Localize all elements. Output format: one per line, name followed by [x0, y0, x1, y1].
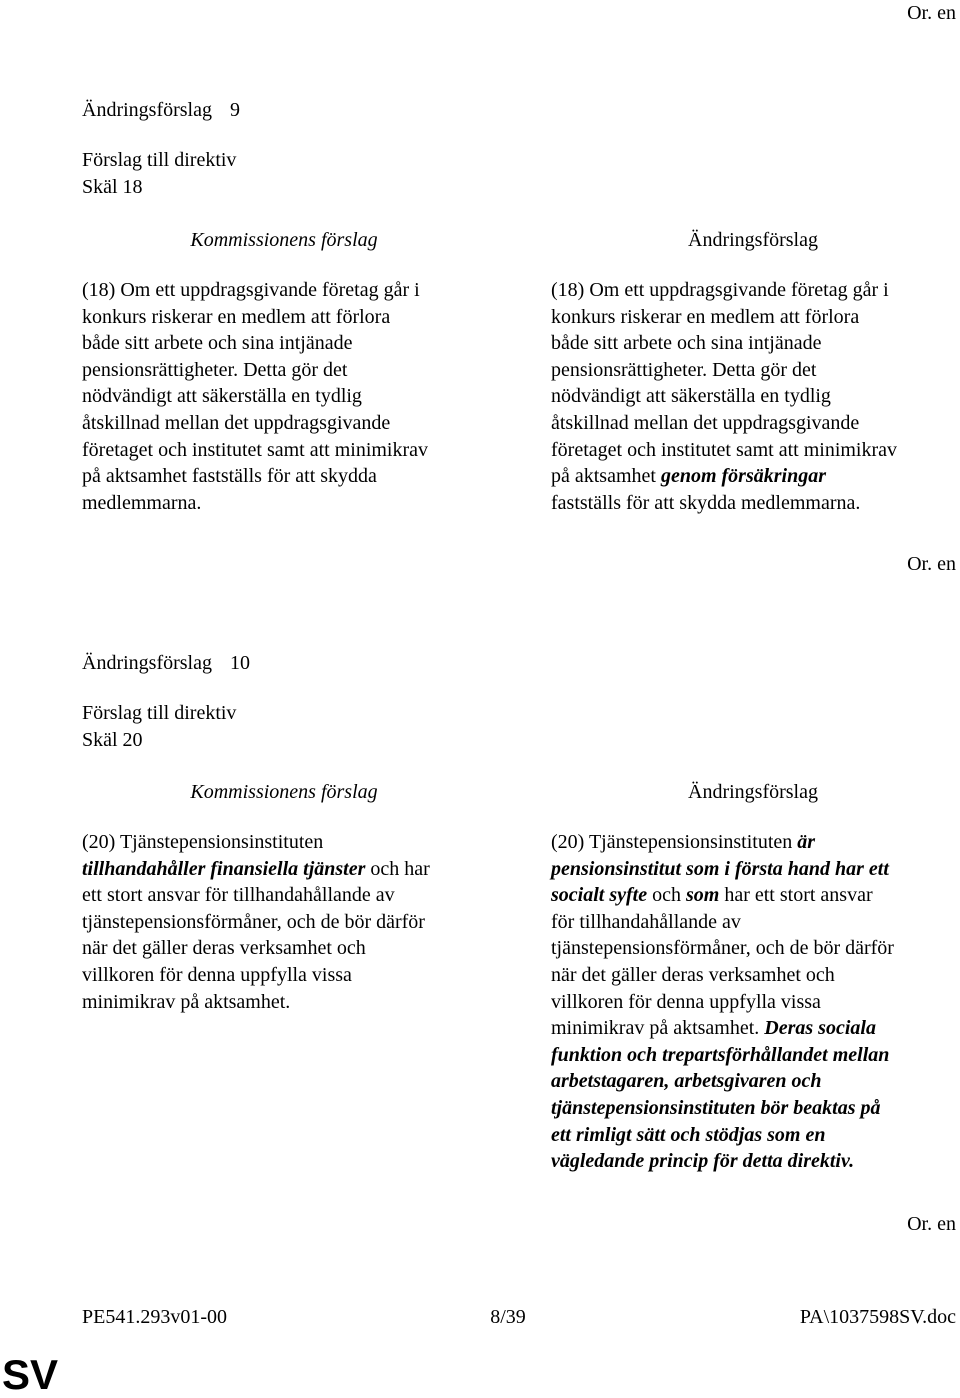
text-line: pensionsrättigheter. Detta gör det	[551, 358, 817, 381]
inserted-text: genom försäkringar	[660, 465, 826, 488]
text-line: när det gäller deras verksamhet och	[82, 937, 366, 960]
proposal-title: Förslag till direktiv	[82, 149, 237, 171]
inserted-text: ett rimligt sätt och stödjas som en	[551, 1123, 826, 1146]
amendment-number: 10	[229, 652, 250, 674]
text-line: (18) Om ett uppdragsgivande företag går i	[551, 279, 889, 301]
text-segment: på aktsamhet	[551, 465, 661, 488]
original-language-label: Or. en	[907, 2, 956, 24]
text-line: när det gäller deras verksamhet och	[551, 963, 835, 986]
text-line: företaget och institutet samt att minimikrav	[551, 438, 898, 461]
text-line: (20) Tjänstepensionsinstituten	[82, 831, 324, 853]
inserted-text: pensionsinstitut som i första hand har ett	[551, 857, 889, 880]
text-line	[551, 829, 960, 856]
text-line: villkoren för denna uppfylla vissa	[82, 963, 352, 986]
inserted-text: Deras sociala	[764, 1017, 876, 1040]
text-line: på aktsamhet fastställs för att skydda	[82, 465, 377, 488]
inserted-text: socialt syfte	[551, 884, 648, 907]
text-line	[551, 1015, 960, 1042]
text-segment: (20) Tjänstepensionsinstituten	[551, 831, 798, 853]
document-filename: PA\1037598SV.doc	[799, 1306, 956, 1328]
text-line: fastställs för att skydda medlemmarna.	[551, 491, 861, 514]
amendment-10-title	[82, 650, 250, 677]
document-reference: PE541.293v01-00	[82, 1306, 227, 1328]
text-line: både sitt arbete och sina intjänade	[551, 332, 822, 355]
text-line: åtskillnad mellan det uppdragsgivande	[551, 411, 860, 434]
text-line: villkoren för denna uppfylla vissa	[551, 990, 821, 1013]
amendment-label: Ändringsförslag	[82, 652, 212, 674]
recital-reference: Skäl 20	[82, 729, 143, 751]
inserted-text: funktion och trepartsförhållandet mellan	[551, 1043, 890, 1066]
amendment-heading: Ändringsförslag	[688, 781, 818, 803]
text-line: konkurs riskerar en medlem att förlora	[82, 305, 391, 328]
text-segment: och	[647, 884, 686, 907]
text-line: (18) Om ett uppdragsgivande företag går i	[82, 279, 420, 301]
text-line: ett stort ansvar för tillhandahållande av	[82, 884, 395, 907]
text-line: konkurs riskerar en medlem att förlora	[551, 305, 860, 328]
text-line: minimikrav på aktsamhet.	[82, 990, 291, 1013]
text-line: åtskillnad mellan det uppdragsgivande	[82, 411, 391, 434]
page-number: 8/39	[490, 1306, 526, 1328]
inserted-text: är	[797, 831, 816, 853]
commission-text	[82, 277, 502, 516]
deleted-text: tillhandahåller finansiella tjänster	[82, 857, 366, 880]
inserted-text: som	[685, 884, 720, 907]
original-language-label: Or. en	[907, 553, 956, 575]
amendment-text	[551, 277, 960, 516]
inserted-text: vägledande princip för detta direktiv.	[551, 1150, 855, 1173]
proposal-title: Förslag till direktiv	[82, 702, 237, 724]
text-line	[551, 882, 960, 909]
text-line	[551, 463, 960, 490]
commission-text	[82, 829, 502, 1015]
amendment-9-title	[82, 97, 240, 124]
commission-proposal-heading: Kommissionens förslag	[190, 781, 378, 803]
language-code: SV	[2, 1351, 59, 1398]
text-line: företaget och institutet samt att minimikrav	[82, 438, 429, 461]
text-line: både sitt arbete och sina intjänade	[82, 332, 353, 355]
text-line: för tillhandahållande av	[551, 910, 741, 933]
amendment-text	[551, 829, 960, 1175]
text-line	[82, 856, 502, 883]
amendment-heading: Ändringsförslag	[688, 229, 818, 251]
text-line: nödvändigt att säkerställa en tydlig	[551, 385, 831, 408]
text-line: tjänstepensionsförmåner, och de bör därför	[551, 937, 894, 960]
recital-reference: Skäl 18	[82, 176, 143, 198]
amendment-number: 9	[229, 99, 240, 121]
text-segment: och har	[365, 857, 430, 880]
text-line: tjänstepensionsförmåner, och de bör därför	[82, 910, 425, 933]
text-segment: har ett stort ansvar	[719, 884, 873, 907]
inserted-text: arbetstagaren, arbetsgivaren och	[551, 1070, 822, 1093]
original-language-label: Or. en	[907, 1213, 956, 1235]
text-segment: minimikrav på aktsamhet.	[551, 1017, 765, 1040]
text-line: nödvändigt att säkerställa en tydlig	[82, 385, 362, 408]
amendment-label: Ändringsförslag	[82, 99, 212, 121]
inserted-text: tjänstepensionsinstituten bör beaktas på	[551, 1096, 881, 1119]
text-line: medlemmarna.	[82, 491, 202, 514]
commission-proposal-heading: Kommissionens förslag	[190, 229, 378, 251]
text-line: pensionsrättigheter. Detta gör det	[82, 358, 348, 381]
